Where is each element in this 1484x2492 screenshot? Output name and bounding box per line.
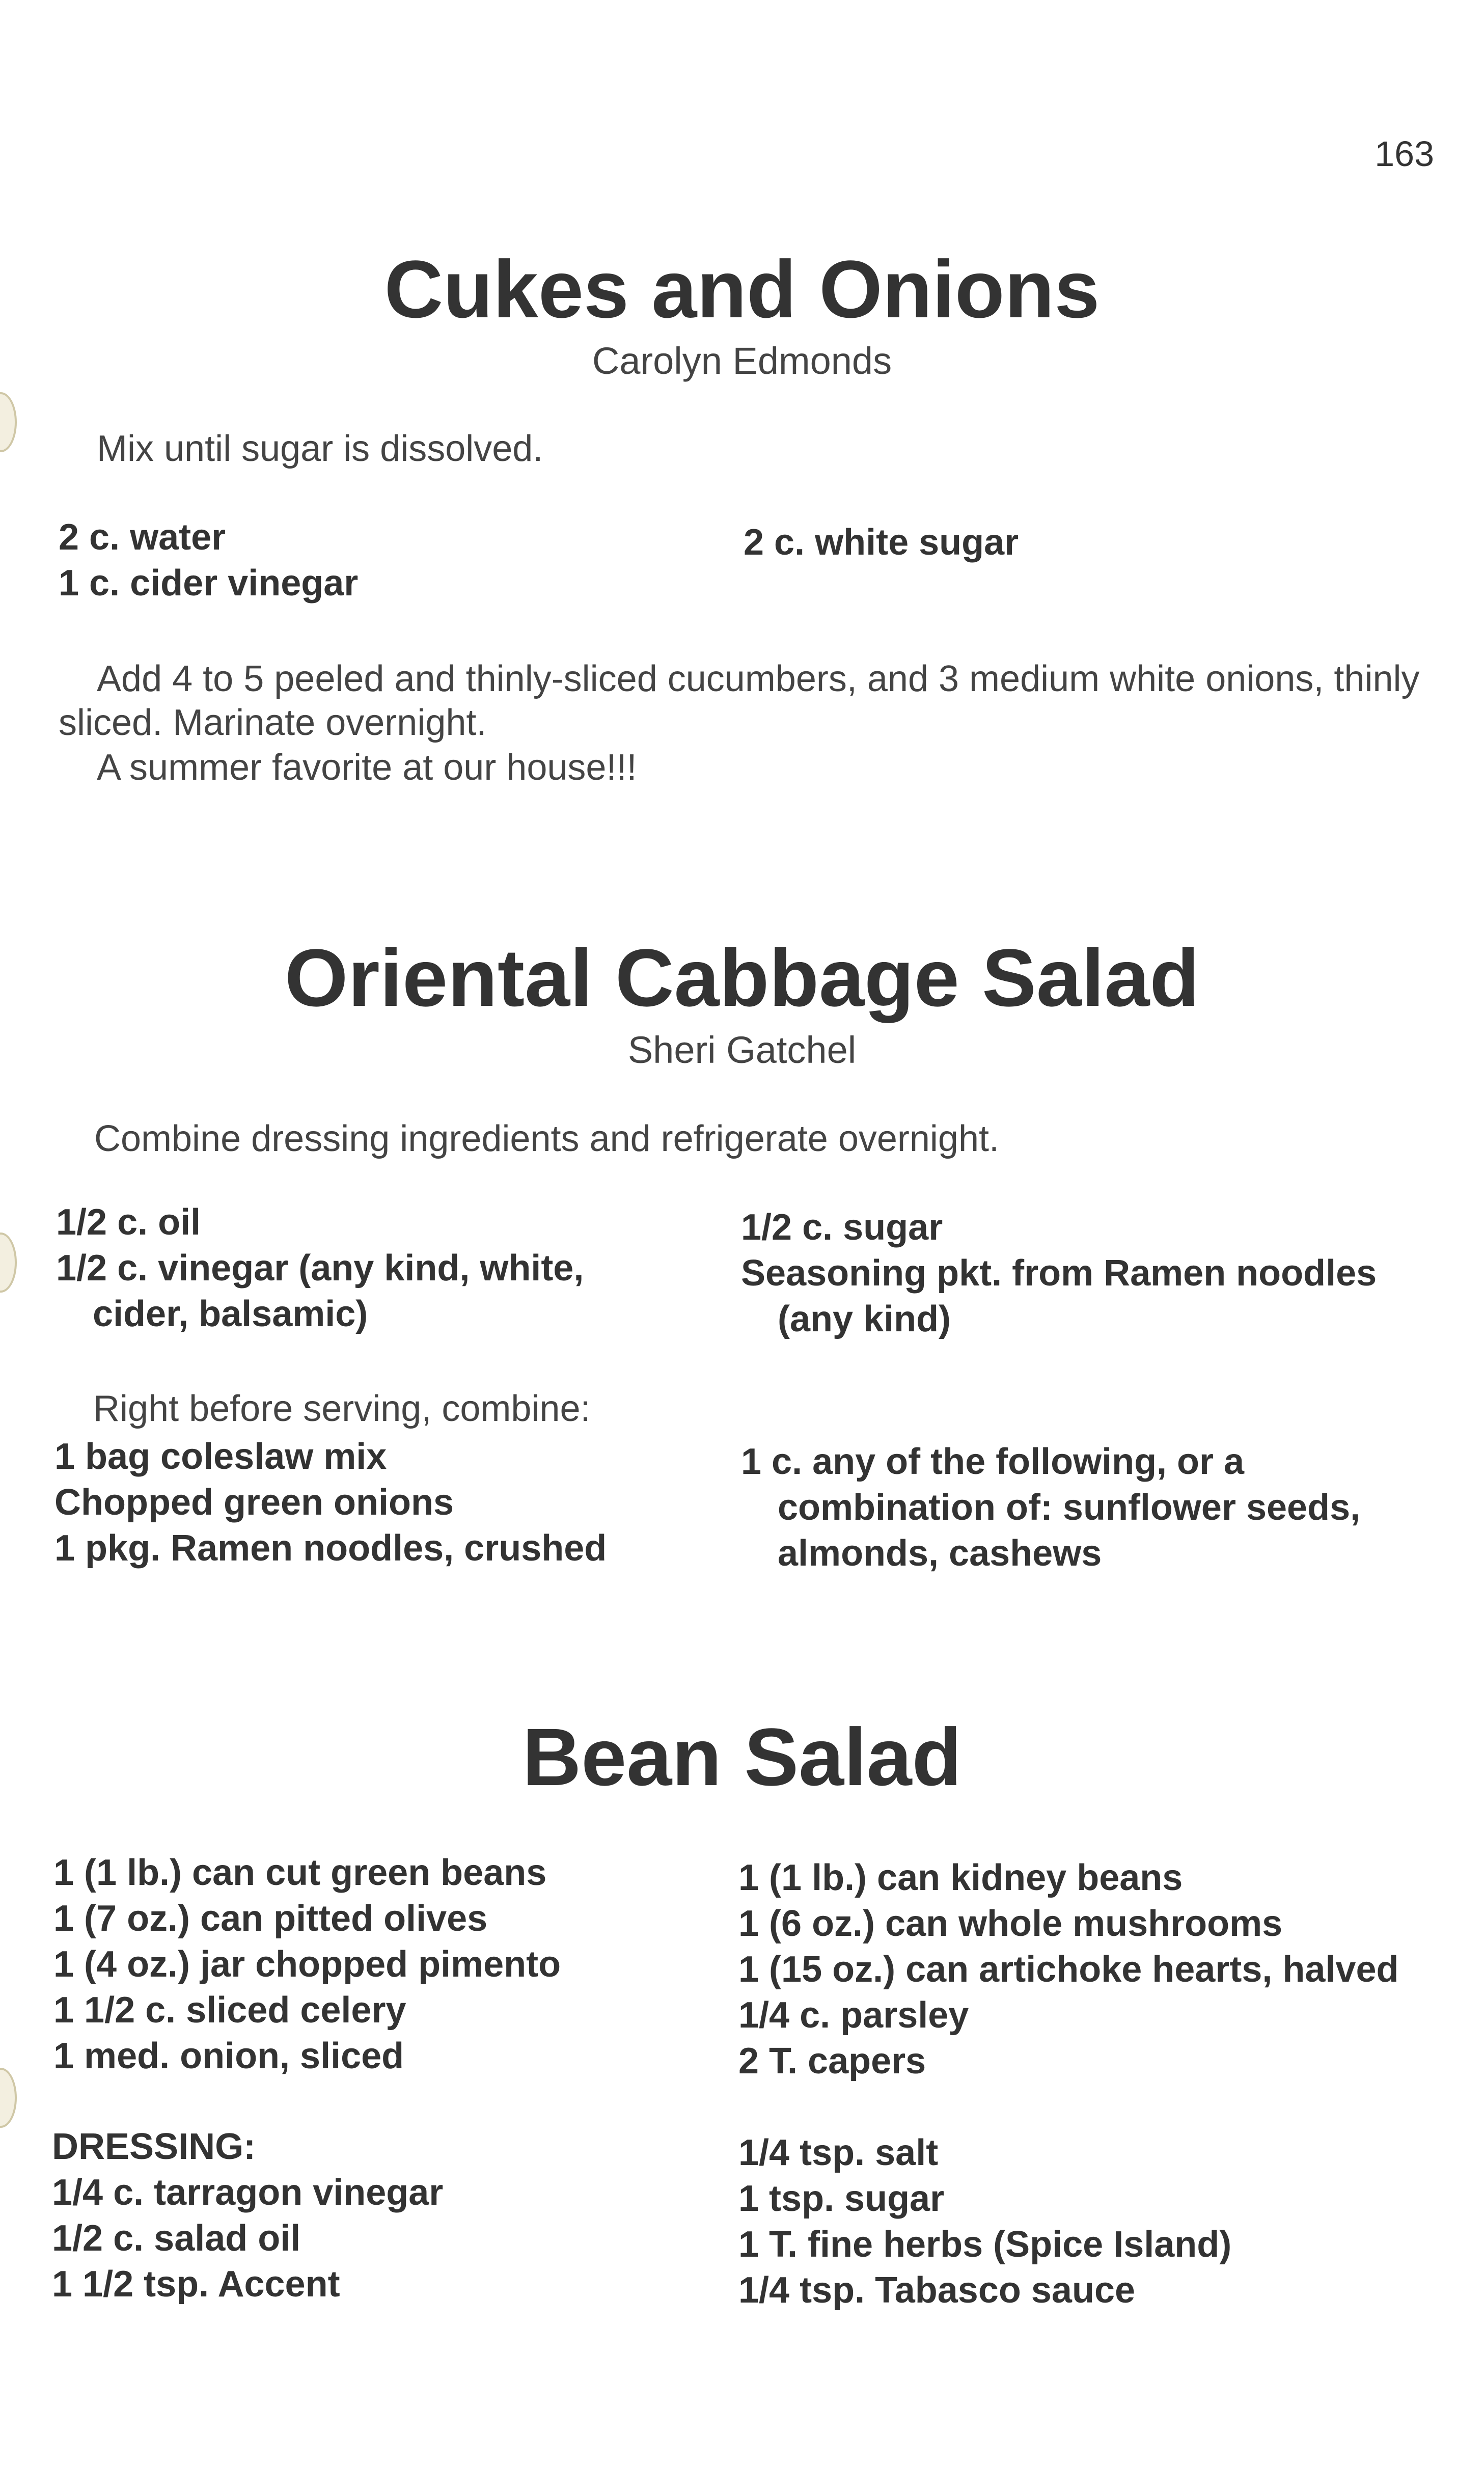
ingredient-item: Seasoning pkt. from Ramen noodles xyxy=(741,1253,1377,1294)
dressing-left-column xyxy=(52,2124,443,2307)
binding-hole-mark xyxy=(0,2068,17,2128)
ingredient-item: cider, balsamic) xyxy=(93,1294,368,1334)
dressing-left-column xyxy=(56,1199,584,1337)
ingredients-left-column xyxy=(59,514,358,606)
ingredient-item: 1 tsp. sugar xyxy=(738,2178,945,2219)
ingredient-item: Chopped green onions xyxy=(54,1482,454,1523)
recipe-intro: Mix until sugar is dissolved. xyxy=(97,428,543,469)
recipe-directions: Add 4 to 5 peeled and thinly-sliced cucumbers, and 3 medium white onions, thinly sliced. Marinate overnight. xyxy=(59,659,1420,744)
ingredient-item: 1/2 c. salad oil xyxy=(52,2218,301,2259)
ingredient-item: 2 c. water xyxy=(59,517,226,558)
ingredient-item: 1 (1 lb.) can kidney beans xyxy=(738,1857,1183,1898)
ingredient-item: 1/2 c. vinegar (any kind, white, xyxy=(56,1248,584,1289)
ingredient-item: 1/2 c. oil xyxy=(56,1202,201,1243)
recipe-title: Oriental Cabbage Salad xyxy=(284,932,1200,1023)
recipe-note: A summer favorite at our house!!! xyxy=(97,747,637,788)
ingredient-item: 1 1/2 c. sliced celery xyxy=(53,1990,406,2031)
recipe-author: Carolyn Edmonds xyxy=(592,340,892,382)
binding-hole-mark xyxy=(0,392,17,452)
ingredient-item: 1 (6 oz.) can whole mushrooms xyxy=(738,1903,1283,1944)
ingredient-item: 2 T. capers xyxy=(738,2041,926,2082)
binding-hole-mark xyxy=(0,1233,17,1293)
ingredient-item: 1 bag coleslaw mix xyxy=(54,1436,387,1477)
ingredient-item: 1 T. fine herbs (Spice Island) xyxy=(738,2224,1232,2265)
ingredient-item: almonds, cashews xyxy=(778,1533,1102,1574)
recipe-title: Cukes and Onions xyxy=(384,243,1100,335)
ingredient-item: 1/4 c. tarragon vinegar xyxy=(52,2172,444,2213)
ingredient-item: 1 c. any of the following, or a xyxy=(741,1441,1245,1482)
ingredient-item: 1/2 c. sugar xyxy=(741,1207,943,1248)
ingredients-left-column xyxy=(53,1850,561,2079)
ingredient-item: 1 (4 oz.) jar chopped pimento xyxy=(53,1944,561,1985)
dressing-right-column xyxy=(738,2130,1231,2313)
ingredient-item: 2 c. white sugar xyxy=(744,522,1019,563)
ingredient-item: 1 (1 lb.) can cut green beans xyxy=(53,1852,547,1893)
ingredient-item: 1/4 tsp. salt xyxy=(738,2132,939,2173)
ingredient-item: 1 1/2 tsp. Accent xyxy=(52,2264,340,2305)
page-number: 163 xyxy=(1375,134,1434,174)
dressing-label: DRESSING: xyxy=(52,2126,256,2167)
ingredient-item: 1 c. cider vinegar xyxy=(59,563,359,604)
ingredient-item: 1/4 tsp. Tabasco sauce xyxy=(738,2270,1136,2311)
recipe-intro: Combine dressing ingredients and refrigerate overnight. xyxy=(94,1118,1000,1159)
serving-right-column xyxy=(741,1439,1360,1576)
ingredient-item: 1/4 c. parsley xyxy=(738,1995,969,2036)
ingredient-item: 1 (7 oz.) can pitted olives xyxy=(53,1898,488,1939)
ingredients-right-column xyxy=(744,519,1019,565)
ingredient-item: 1 med. onion, sliced xyxy=(53,2036,404,2076)
serving-left-column xyxy=(54,1434,607,1571)
ingredient-item: 1 pkg. Ramen noodles, crushed xyxy=(54,1528,607,1569)
ingredient-item: combination of: sunflower seeds, xyxy=(778,1487,1361,1528)
recipe-author: Sheri Gatchel xyxy=(627,1029,857,1071)
ingredients-right-column xyxy=(738,1855,1399,2084)
ingredient-item: 1 (15 oz.) can artichoke hearts, halved xyxy=(738,1949,1399,1990)
ingredient-item: (any kind) xyxy=(778,1299,951,1339)
recipe-title: Bean Salad xyxy=(522,1711,962,1802)
serving-intro: Right before serving, combine: xyxy=(93,1388,591,1429)
dressing-right-column xyxy=(741,1204,1377,1342)
